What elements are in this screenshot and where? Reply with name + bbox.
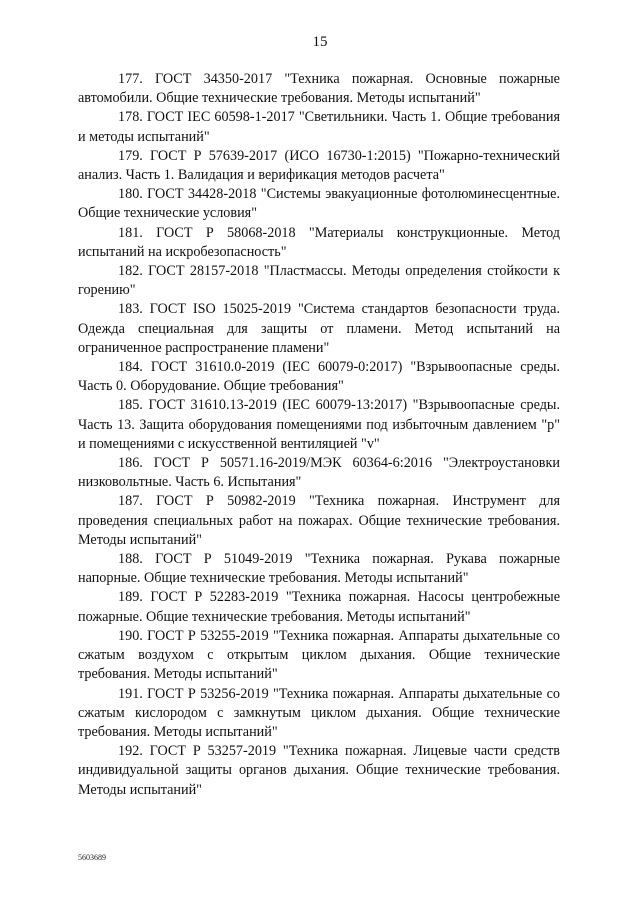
list-item: 177. ГОСТ 34350-2017 "Техника пожарная. Основные пожарные автомобили. Общие технические требования. Методы испытаний" xyxy=(78,71,560,107)
list-item: 179. ГОСТ Р 57639-2017 (ИСО 16730-1:2015) "Пожарно-технический анализ. Часть 1. Валидация и верификация методов расчета" xyxy=(78,147,560,184)
list-item: 192. ГОСТ Р 53257-2019 "Техника пожарная. Лицевые части средств индивидуальной защиты органов дыхания. Общие технические требования. Методы испытаний" xyxy=(78,743,560,798)
standards-list xyxy=(78,70,560,800)
list-item: 186. ГОСТ Р 50571.16-2019/МЭК 60364-6:2016 "Электроустановки низковольтные. Часть 6. Испытания" xyxy=(78,455,560,491)
list-item: 180. ГОСТ 34428-2018 "Системы эвакуационные фотолюминесцентные. Общие технические условия" xyxy=(78,186,560,222)
list-item: 181. ГОСТ Р 58068-2018 "Материалы конструкционные. Метод испытаний на искробезопасность" xyxy=(78,224,560,260)
list-item: 178. ГОСТ IEC 60598-1-2017 "Светильники. Часть 1. Общие требования и методы испытаний" xyxy=(78,109,560,145)
document-code: 5603689 xyxy=(78,853,106,862)
list-item: 187. ГОСТ Р 50982-2019 "Техника пожарная. Инструмент для проведения специальных работ на пожарах. Общие технические требования. Методы испытаний" xyxy=(78,493,560,548)
list-item: 188. ГОСТ Р 51049-2019 "Техника пожарная. Рукава пожарные напорные. Общие технические требования. Методы испытаний" xyxy=(78,551,560,587)
list-item: 189. ГОСТ Р 52283-2019 "Техника пожарная. Насосы центробежные пожарные. Общие технические требования. Методы испытаний" xyxy=(78,589,560,625)
list-item: 191. ГОСТ Р 53256-2019 "Техника пожарная. Аппараты дыхательные со сжатым кислородом с замкнутым циклом дыхания. Общие технические требования. Методы испытаний" xyxy=(78,685,560,740)
list-item: 183. ГОСТ ISO 15025-2019 "Система стандартов безопасности труда. Одежда специальная для защиты от пламени. Метод испытаний на ограниченное распространение пламени" xyxy=(78,301,560,356)
list-item: 182. ГОСТ 28157-2018 "Пластмассы. Методы определения стойкости к горению" xyxy=(78,263,560,299)
list-item: 185. ГОСТ 31610.13-2019 (IEC 60079-13:2017) "Взрывоопасные среды. Часть 13. Защита оборудования помещениями под избыточным давлением "р" и помещениями с искусственной вентиляцией "v" xyxy=(78,397,560,452)
page-number: 15 xyxy=(312,34,328,50)
list-item: 184. ГОСТ 31610.0-2019 (IEC 60079-0:2017) "Взрывоопасные среды. Часть 0. Оборудование. Общие требования" xyxy=(78,359,560,395)
list-item: 190. ГОСТ Р 53255-2019 "Техника пожарная. Аппараты дыхательные со сжатым воздухом с открытым циклом дыхания. Общие технические требования. Методы испытаний" xyxy=(78,627,560,683)
